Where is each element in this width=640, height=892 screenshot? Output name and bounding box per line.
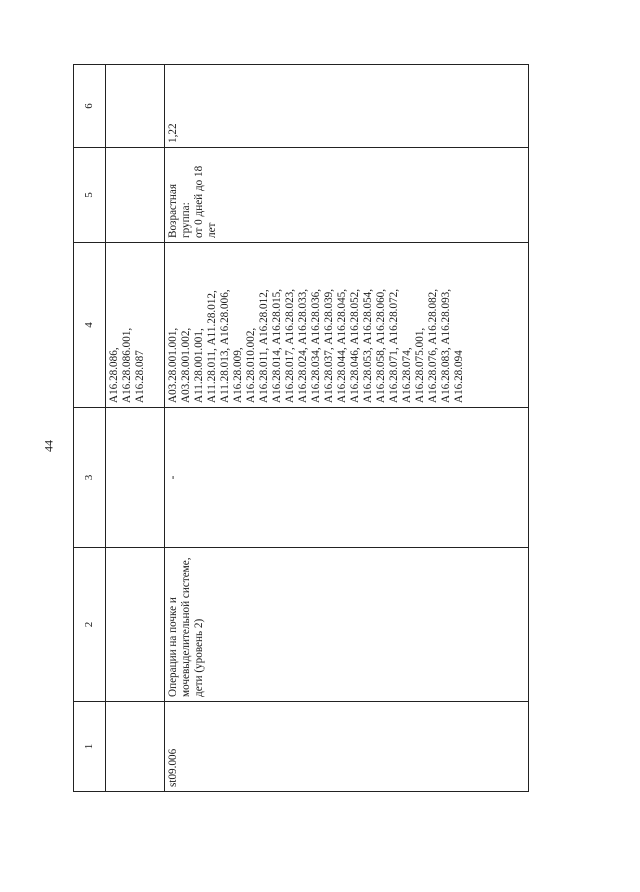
- table-wrapper: [73, 64, 529, 792]
- header-col-2: 2: [74, 547, 105, 701]
- cell-code: st09.006: [164, 701, 529, 791]
- header-col-4: 4: [74, 242, 105, 407]
- table-row: [164, 65, 529, 791]
- header-col-1: 1: [74, 701, 105, 791]
- cell-codes-continued: А16.28.086, А16.28.086.001, А16.28.087: [105, 242, 164, 407]
- header-col-5: 5: [74, 147, 105, 242]
- cell-empty: [105, 547, 164, 701]
- cell-empty: [105, 701, 164, 791]
- cell-dash: -: [164, 407, 529, 547]
- cell-age-group: Возрастная группа: от 0 дней до 18 лет: [164, 147, 529, 242]
- header-col-3: 3: [74, 407, 105, 547]
- cell-empty: [105, 65, 164, 147]
- cell-empty: [105, 147, 164, 242]
- cell-empty: [105, 407, 164, 547]
- cell-codes: А03.28.001.001, А03.28.001.002, А11.28.001.001, А11.28.011, А11.28.012, А11.28.013, А16.28.006, А16.28.009, А16.28.010.002, А16.28.011, А16.28.012, А16.28.014, А16.28.015, А16.28.017, А16.28.023, А16.28.024, А16.28.033, А16.28.034, А16.28.036, А16.28.037, А16.28.039, А16.28.044, А16.28.045, А16.28.046, А16.28.052, А16.28.053, А16.28.054, А16.28.058, А16.28.060, А16.28.071, А16.28.072, А16.28.074, А16.28.075.001, А16.28.076, А16.28.082, А16.28.083, А16.28.093, А16.28.094: [164, 242, 529, 407]
- table-row-continuation: [105, 65, 165, 791]
- table-header-row: [74, 65, 106, 791]
- page-number: 44: [41, 440, 56, 452]
- cell-coefficient: 1,22: [167, 123, 179, 143]
- data-table: [73, 64, 529, 792]
- cell-description: Операции на почке и мочевыделительной системе, дети (уровень 2): [164, 547, 529, 701]
- header-col-6: 6: [83, 103, 95, 109]
